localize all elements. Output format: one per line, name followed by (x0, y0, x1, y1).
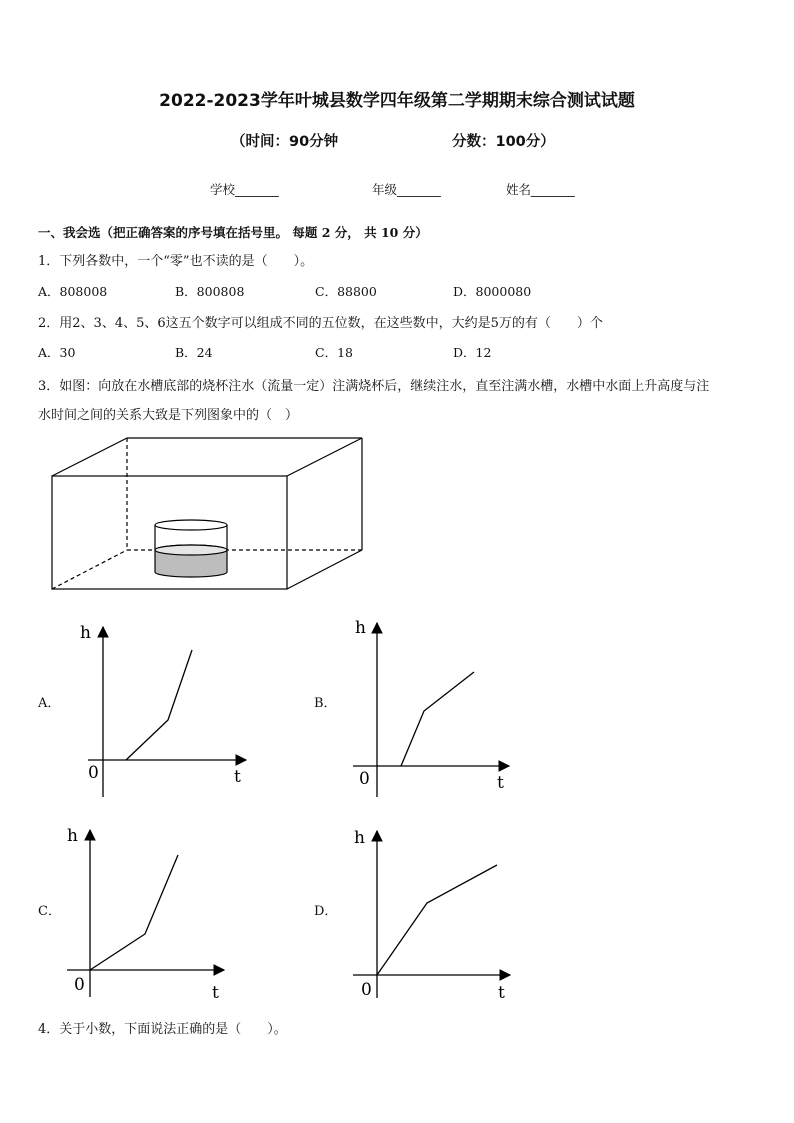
q1-option-d: D．8000080 (453, 284, 532, 299)
question-3-line-2: 水时间之间的关系大致是下列图象中的（ ） (38, 408, 299, 423)
name-field: 姓名_______ (506, 182, 575, 197)
graph-c-h-label: h (67, 826, 78, 846)
beaker (155, 520, 227, 577)
q2-option-b: B．24 (175, 345, 213, 360)
graph-d-option-label: D． (314, 904, 338, 919)
q1-option-b: B．800808 (175, 284, 245, 299)
q1-option-a: A．808008 (38, 284, 108, 299)
graph-a-origin-label: 0 (88, 763, 99, 783)
question-1: 1．下列各数中，一个“零”也不读的是（ ）。 (38, 254, 314, 269)
graph-c-option-label: C． (38, 904, 61, 919)
graph-a-t-label: t (234, 767, 241, 787)
graph-c (67, 830, 224, 997)
graph-c-origin-label: 0 (74, 975, 85, 995)
question-2: 2．用2、3、4、5、6这五个数字可以组成不同的五位数，在这些数中，大约是5万的有（ ）个 (38, 316, 603, 331)
graph-a-option-label: A． (38, 696, 61, 711)
page-title: 2022-2023学年叶城县数学四年级第二学期期末综合测试试题 (159, 91, 635, 111)
graph-c-t-label: t (212, 983, 219, 1003)
exam-score: 分数：100分） (452, 134, 555, 150)
school-field: 学校_______ (210, 182, 279, 197)
graph-d-origin-label: 0 (361, 980, 372, 1000)
graph-a-h-label: h (80, 623, 91, 643)
graph-b-origin-label: 0 (359, 769, 370, 789)
grade-field: 年级_______ (372, 182, 441, 197)
q2-option-a: A．30 (38, 345, 76, 360)
q1-option-c: C．88800 (315, 284, 377, 299)
question-3-line-1: 3．如图：向放在水槽底部的烧杯注水（流量一定）注满烧杯后，继续注水，直至注满水槽，水槽中水面上升高度与注 (38, 379, 710, 394)
graph-b-option-label: B． (314, 696, 337, 711)
q2-option-c: C．18 (315, 345, 353, 360)
graph-d (353, 831, 510, 998)
graph-a (88, 627, 246, 797)
section-heading: 一、我会选（把正确答案的序号填在括号里。 每题 2 分， 共 10 分） (38, 225, 428, 240)
graph-b-t-label: t (497, 773, 504, 793)
question-4: 4．关于小数，下面说法正确的是（ ）。 (38, 1022, 287, 1037)
graph-b-h-label: h (355, 618, 366, 638)
graph-d-h-label: h (354, 828, 365, 848)
graph-b (353, 623, 509, 797)
graph-d-t-label: t (498, 983, 505, 1003)
q2-option-d: D．12 (453, 345, 492, 360)
exam-time: （时间：90分钟 (231, 134, 339, 150)
